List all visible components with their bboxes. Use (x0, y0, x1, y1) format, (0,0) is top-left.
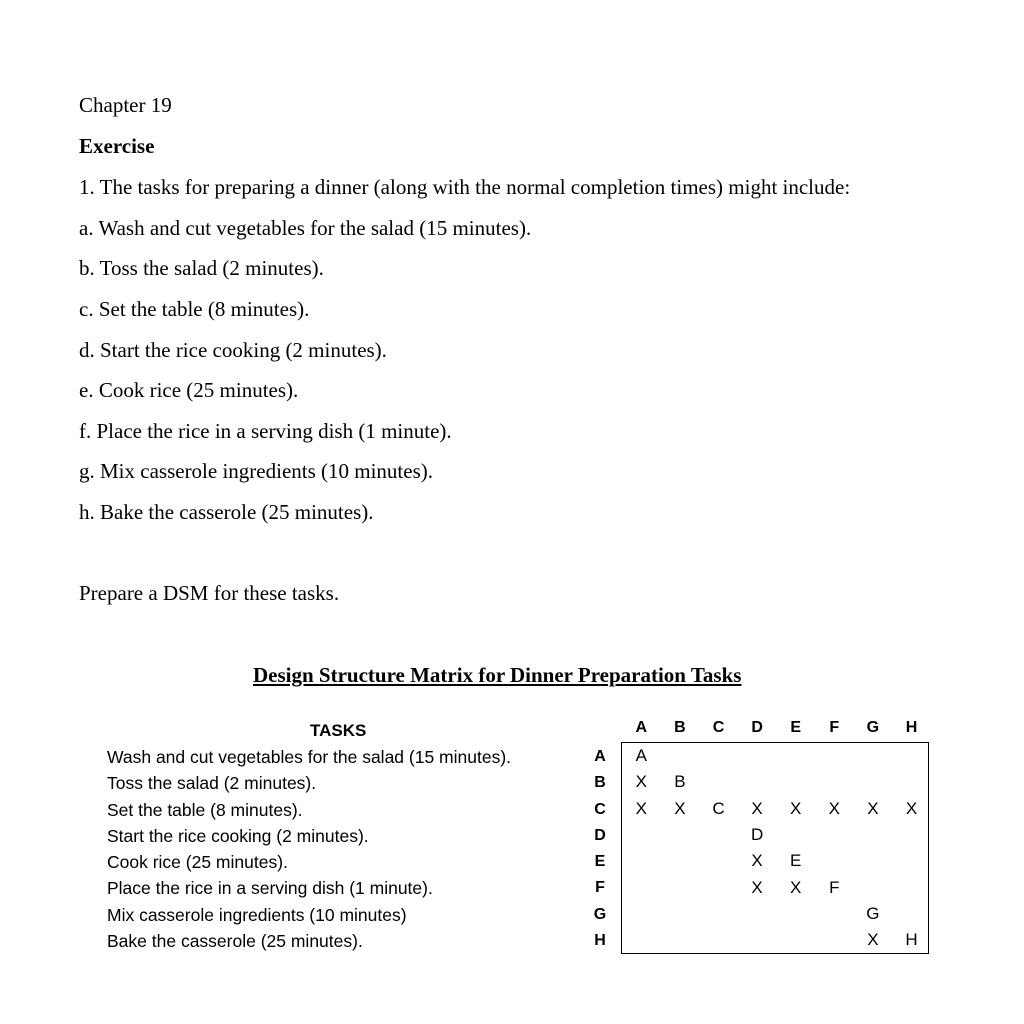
dsm-cell: X (674, 798, 686, 818)
task-item-b: b. Toss the salad (2 minutes). (79, 256, 324, 280)
dsm-cell: X (905, 798, 918, 818)
chapter-title: Chapter 19 (79, 93, 172, 117)
row-label: F (595, 879, 605, 897)
dsm-cell: X (751, 851, 763, 871)
task-row: Cook rice (25 minutes). (107, 852, 288, 873)
dsm-cell: X (867, 798, 879, 818)
dsm-title: Design Structure Matrix for Dinner Preparation Tasks (253, 663, 742, 687)
tasks-header: TASKS (310, 721, 367, 740)
task-row: Set the table (8 minutes). (107, 799, 303, 820)
task-item-f: f. Place the rice in a serving dish (1 minute). (79, 419, 452, 443)
dsm-cell: X (751, 877, 763, 897)
dsm-cell: X (790, 798, 802, 818)
column-label: H (905, 719, 918, 736)
row-label: H (594, 932, 606, 950)
dsm-cell: X (635, 798, 647, 818)
instruction-text: Prepare a DSM for these tasks. (79, 581, 340, 605)
column-label: E (790, 719, 802, 736)
task-row: Start the rice cooking (2 minutes). (107, 825, 369, 846)
task-item-g: g. Mix casserole ingredients (10 minutes). (79, 459, 434, 483)
dsm-cell: E (790, 851, 802, 871)
column-label: A (635, 719, 648, 736)
dsm-cell: H (905, 930, 918, 950)
dsm-cell: D (750, 824, 764, 844)
dsm-cell: A (635, 746, 647, 765)
dsm-cell: X (751, 798, 763, 818)
task-item-d: d. Start the rice cooking (2 minutes). (79, 338, 387, 362)
row-label: A (594, 748, 606, 765)
task-list (107, 744, 511, 954)
question-text: 1. The tasks for preparing a dinner (along with the normal completion times) might include: (79, 175, 851, 199)
dsm-matrix (621, 742, 929, 954)
task-item-a: a. Wash and cut vegetables for the salad (15 minutes). (79, 216, 532, 240)
task-item-h: h. Bake the casserole (25 minutes). (79, 500, 374, 524)
dsm-cell: G (866, 903, 880, 923)
row-label: D (594, 826, 606, 844)
task-row: Mix casserole ingredients (10 minutes) (107, 904, 407, 925)
dsm-cell: X (867, 930, 879, 950)
task-row: Toss the salad (2 minutes). (107, 773, 317, 794)
task-item-c: c. Set the table (8 minutes). (79, 297, 310, 321)
row-label: B (594, 774, 606, 792)
dsm-cell: F (829, 877, 840, 897)
task-row: Place the rice in a serving dish (1 minute). (107, 878, 433, 899)
column-label: C (712, 719, 725, 736)
row-label: G (593, 905, 607, 923)
dsm-cell: C (712, 798, 725, 818)
row-labels (588, 744, 612, 954)
column-label: D (751, 719, 763, 736)
dsm-cell: X (828, 798, 840, 818)
exercise-heading: Exercise (79, 134, 155, 158)
task-item-e: e. Cook rice (25 minutes). (79, 378, 299, 402)
task-row: Wash and cut vegetables for the salad (15 minutes). (107, 747, 512, 767)
row-label: E (594, 853, 606, 871)
column-label: G (866, 719, 880, 736)
dsm-cell: X (790, 877, 802, 897)
column-label: B (674, 719, 686, 736)
column-label: F (829, 719, 840, 736)
dsm-cell: X (635, 772, 647, 792)
row-label: C (594, 800, 606, 818)
dsm-cell: B (674, 772, 686, 792)
task-row: Bake the casserole (25 minutes). (107, 931, 363, 952)
